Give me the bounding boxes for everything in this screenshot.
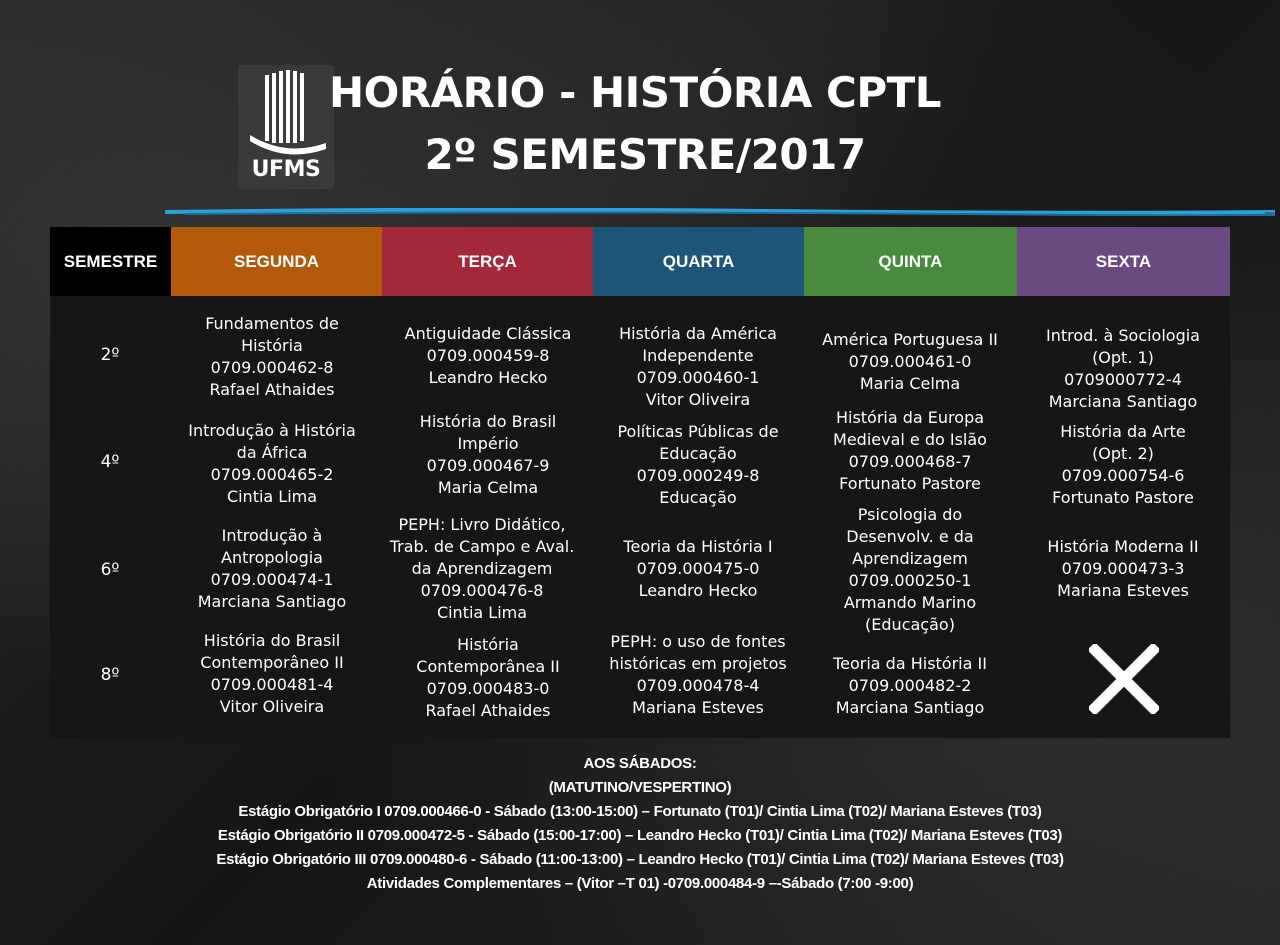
course-line: Aprendizagem: [852, 549, 968, 568]
course-line: 0709.000467-9: [426, 456, 550, 475]
course-line: 0709.000476-8: [420, 581, 544, 600]
course-cell: [800, 407, 1020, 495]
course-line: História do Brasil: [203, 631, 341, 650]
course-line: Mariana Esteves: [632, 698, 764, 717]
course-line: Armando Marino: [843, 593, 977, 612]
course-cell: [162, 313, 382, 401]
course-line: Teoria da História I: [623, 537, 773, 556]
course-line: Vitor Oliveira: [645, 390, 751, 409]
course-line: 0709.000459-8: [426, 346, 550, 365]
course-line: Maria Celma: [859, 374, 961, 393]
course-line: Introd. à Sociologia: [1046, 326, 1200, 345]
course-line: Mariana Esteves: [1057, 581, 1189, 600]
course-line: (Educação): [865, 615, 955, 634]
course-line: 0709.000475-0: [636, 559, 760, 578]
course-line: 0709.000478-4: [636, 676, 760, 695]
course-line: História da América: [619, 324, 777, 343]
course-line: Fundamentos de: [205, 314, 339, 333]
course-line: 0709.000482-2: [848, 676, 972, 695]
course-cell: [162, 525, 382, 613]
course-line: 0709.000481-4: [210, 675, 334, 694]
course-line: Cintia Lima: [436, 603, 528, 622]
course-line: (Opt. 2): [1092, 444, 1154, 463]
course-line: Educação: [659, 488, 737, 507]
course-line: 0709.000462-8: [210, 358, 334, 377]
course-line: Antiguidade Clássica: [404, 324, 572, 343]
course-cell: [800, 653, 1020, 719]
course-line: Marciana Santiago: [1048, 392, 1198, 411]
course-line: PEPH: Livro Didático,: [398, 515, 566, 534]
course-line: História do Brasil: [419, 412, 557, 431]
course-cell: [588, 631, 808, 719]
course-line: Políticas Públicas de: [617, 422, 779, 441]
course-line: Marciana Santiago: [197, 592, 347, 611]
course-line: Psicologia do: [857, 505, 963, 524]
course-line: História da Europa: [835, 408, 985, 427]
course-cell: [588, 421, 808, 509]
course-line: Teoria da História II: [833, 654, 987, 673]
course-line: 0709.000754-6: [1061, 466, 1185, 485]
notes-heading: AOS SÁBADOS:: [583, 755, 697, 772]
course-line: Império: [457, 434, 519, 453]
notes-line: Estágio Obrigatório II 0709.000472-5 - Sábado (15:00-17:00) – Leandro Hecko (T01)/ Cintia Lima (T02)/ Mariana Esteves (T03): [217, 827, 1063, 844]
course-line: Marciana Santiago: [835, 698, 985, 717]
course-cell: [800, 329, 1020, 395]
blue-brush-divider: [165, 208, 1275, 216]
course-line: da África: [236, 443, 308, 462]
course-line: 0709.000250-1: [848, 571, 972, 590]
course-line: América Portuguesa II: [822, 330, 998, 349]
course-line: Vitor Oliveira: [219, 697, 325, 716]
course-line: 0709000772-4: [1064, 370, 1182, 389]
course-line: históricas em projetos: [609, 654, 787, 673]
course-line: 0709.000473-3: [1061, 559, 1185, 578]
course-line: 0709.000474-1: [210, 570, 334, 589]
course-line: 0709.000468-7: [848, 452, 972, 471]
course-cell: [378, 411, 598, 499]
notes-subheading: (MATUTINO/VESPERTINO): [548, 779, 732, 796]
course-line: Contemporâneo II: [200, 653, 344, 672]
col-segunda: SEGUNDA: [171, 227, 382, 296]
course-line: Antropologia: [221, 548, 323, 567]
course-line: Fortunato Pastore: [839, 474, 981, 493]
col-semestre: SEMESTRE: [50, 227, 171, 296]
course-line: Leandro Hecko: [428, 368, 548, 387]
course-line: 0709.000483-0: [426, 679, 550, 698]
course-cell: [378, 323, 598, 389]
course-line: Medieval e do Islão: [833, 430, 987, 449]
course-line: Introdução à: [221, 526, 323, 545]
course-cell: [1013, 536, 1233, 602]
course-line: 0709.000465-2: [210, 465, 334, 484]
logo-text: UFMS: [251, 157, 321, 182]
semester-label: 6º: [100, 560, 120, 580]
course-line: História: [457, 635, 519, 654]
course-line: Rafael Athaides: [209, 380, 335, 399]
col-sexta: SEXTA: [1017, 227, 1230, 296]
course-line: 0709.000460-1: [636, 368, 760, 387]
course-cell: [588, 323, 808, 411]
course-cell: [372, 514, 592, 624]
course-line: Desenvolv. e da: [846, 527, 974, 546]
course-line: Trab. de Campo e Aval.: [389, 537, 575, 556]
course-line: História: [241, 336, 303, 355]
course-cell: [162, 630, 382, 718]
weekday-header-row: [50, 227, 1230, 296]
course-line: 0709.000249-8: [636, 466, 760, 485]
course-line: Educação: [659, 444, 737, 463]
semester-label: 8º: [100, 665, 120, 685]
course-line: Rafael Athaides: [425, 701, 551, 720]
course-cell: [1013, 325, 1233, 413]
notes-line: Estágio Obrigatório I 0709.000466-0 - Sábado (13:00-15:00) – Fortunato (T01)/ Cintia Lima (T02)/ Mariana Esteves (T03): [238, 803, 1042, 820]
notes-line: Estágio Obrigatório III 0709.000480-6 - Sábado (11:00-13:00) – Leandro Hecko (T01)/ Cintia Lima (T02)/ Mariana Esteves (T03): [216, 851, 1064, 868]
notes-line: Atividades Complementares – (Vitor –T 01) -0709.000484-9 –-Sábado (7:00 -9:00): [366, 875, 914, 892]
course-line: 0709.000461-0: [848, 352, 972, 371]
course-line: Maria Celma: [437, 478, 539, 497]
course-cell: [378, 634, 598, 722]
course-line: Introdução à História: [188, 421, 356, 440]
col-quinta: QUINTA: [804, 227, 1017, 296]
semester-label: 4º: [100, 452, 120, 472]
col-terca: TERÇA: [382, 227, 593, 296]
page-subtitle: 2º SEMESTRE/2017: [424, 130, 866, 179]
course-line: Leandro Hecko: [638, 581, 758, 600]
course-line: História da Arte: [1060, 422, 1186, 441]
course-line: Cintia Lima: [226, 487, 318, 506]
col-quarta: QUARTA: [593, 227, 804, 296]
semester-label: 2º: [100, 345, 120, 365]
course-cell: [800, 504, 1020, 636]
course-line: PEPH: o uso de fontes: [610, 632, 786, 651]
course-line: (Opt. 1): [1092, 348, 1154, 367]
saturday-notes: [0, 752, 1280, 896]
course-line: da Aprendizagem: [411, 559, 553, 578]
course-line: Fortunato Pastore: [1052, 488, 1194, 507]
page-title: HORÁRIO - HISTÓRIA CPTL: [328, 68, 942, 117]
course-line: Independente: [642, 346, 754, 365]
course-line: História Moderna II: [1047, 537, 1199, 556]
no-class-x-icon: [1089, 644, 1159, 714]
course-cell: [588, 536, 808, 602]
course-line: Contemporânea II: [416, 657, 560, 676]
course-cell: [1013, 421, 1233, 509]
course-cell: [162, 420, 382, 508]
